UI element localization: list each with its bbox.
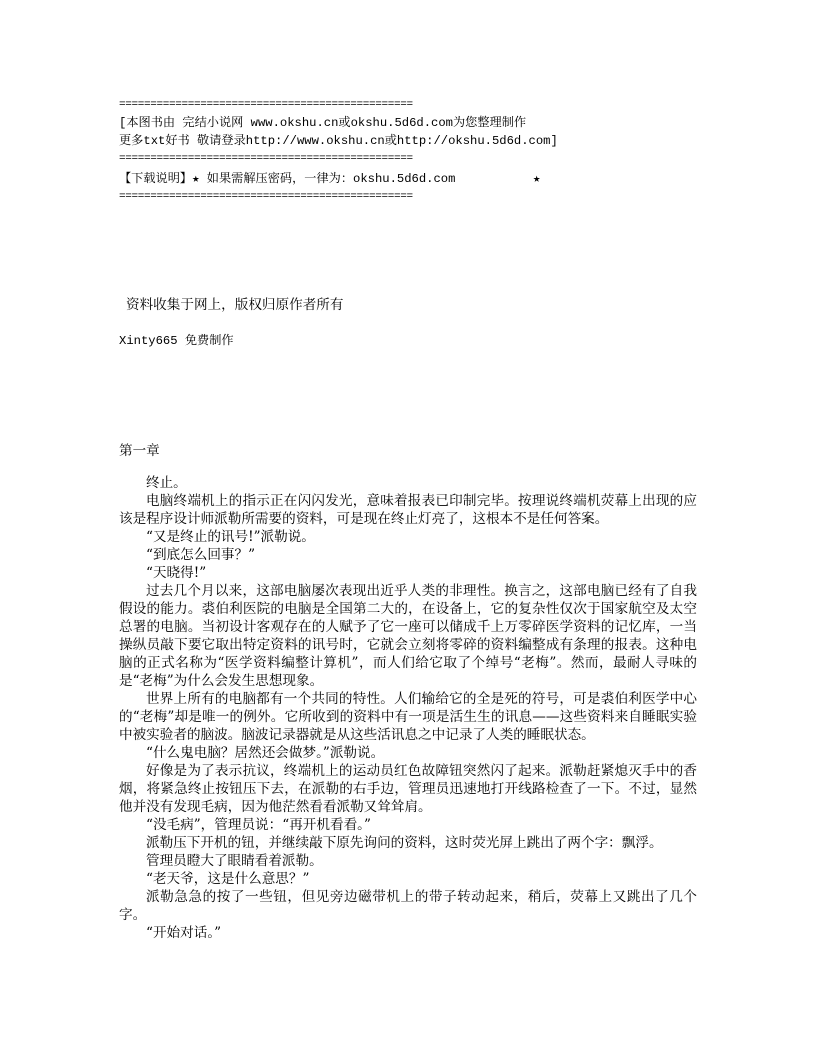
header-source-line: [本图书由 完结小说网 www.okshu.cn或okshu.5d6d.com为您整理制作 [119, 116, 527, 130]
download-note-text: 【下载说明】★ 如果需解压密码，一律为：okshu.5d6d.com [119, 172, 456, 186]
paragraph: “到底怎么回事？” [146, 547, 256, 563]
paragraph: “开始对话。” [146, 925, 222, 941]
paragraph: 终止。 [146, 475, 187, 491]
paragraph: 好像是为了表示抗议，终端机上的运动员红色故障钮突然闪了起来。派勒赶紧熄灭手中的香烟，将紧急终止按钮压下去，在派勒的右手边，管理员迅速地打开线路检查了一下。不过，显然他并没有发现毛病，因为他茫然看看派勒又耸耸肩。 [119, 763, 697, 815]
paragraph: 过去几个月以来，这部电脑屡次表现出近乎人类的非理性。换言之，这部电脑已经有了自我假设的能力。裘伯利医院的电脑是全国第二大的，在设备上，它的复杂性仅次于国家航空及太空总署的电脑。当初设计客观存在的人赋予了它一座可以储成千上万零碎医学资料的记忆库，一当操纵员敲下要它取出特定资料的讯号时，它就会立刻将零碎的资料编整成有条理的报表。这种电脑的正式名称为“医学资料编整计算机”，而人们给它取了个绰号“老梅”。然而，最耐人寻味的是“老梅”为什么会发生思想现象。 [119, 583, 697, 689]
copyright-notice: 资料收集于网上，版权归原作者所有 [126, 297, 344, 313]
paragraph: “没毛病”，管理员说：“再开机看看。” [146, 817, 371, 833]
header-rule-bottom: =============================================== [119, 191, 413, 203]
paragraph: 电脑终端机上的指示正在闪闪发光，意味着报表已印制完毕。按理说终端机荧幕上出现的应该是程序设计师派勒所需要的资料，可是现在终止灯亮了，这根本不是任何答案。 [119, 493, 697, 527]
header-rule-top: =============================================== [119, 99, 413, 111]
paragraph: 派勒压下开机的钮，并继续敲下原先询问的资料，这时荧光屏上跳出了两个字：飘浮。 [146, 835, 663, 851]
header-more-books-line: 更多txt好书 敬请登录http://www.okshu.cn或http://okshu.5d6d.com] [119, 134, 558, 148]
paragraph: “天晓得!” [146, 565, 207, 581]
star-icon: ★ [533, 172, 541, 186]
paragraph: “又是终止的讯号!”派勒说。 [146, 529, 315, 545]
header-rule-middle: =============================================== [119, 153, 413, 165]
paragraph: 派勒急急的按了一些钮，但见旁边磁带机上的带子转动起来，稍后，荧幕上又跳出了几个字。 [119, 889, 697, 923]
paragraph: 管理员瞪大了眼睛看着派勒。 [146, 853, 323, 869]
download-note [119, 170, 559, 188]
paragraph: “老天爷，这是什么意思？” [146, 871, 310, 887]
paragraph: “什么鬼电脑？居然还会做梦。”派勒说。 [146, 745, 385, 761]
maker-credit: Xinty665 免费制作 [119, 334, 234, 348]
chapter-body [119, 474, 697, 942]
paragraph: 世界上所有的电脑都有一个共同的特性。人们输给它的全是死的符号，可是裘伯利医学中心的“老梅”却是唯一的例外。它所收到的资料中有一项是活生生的讯息——这些资料来自睡眠实验中被实验者的脑波。脑波记录器就是从这些活讯息之中记录了人类的睡眠状态。 [119, 691, 697, 743]
chapter-title: 第一章 [119, 443, 160, 459]
